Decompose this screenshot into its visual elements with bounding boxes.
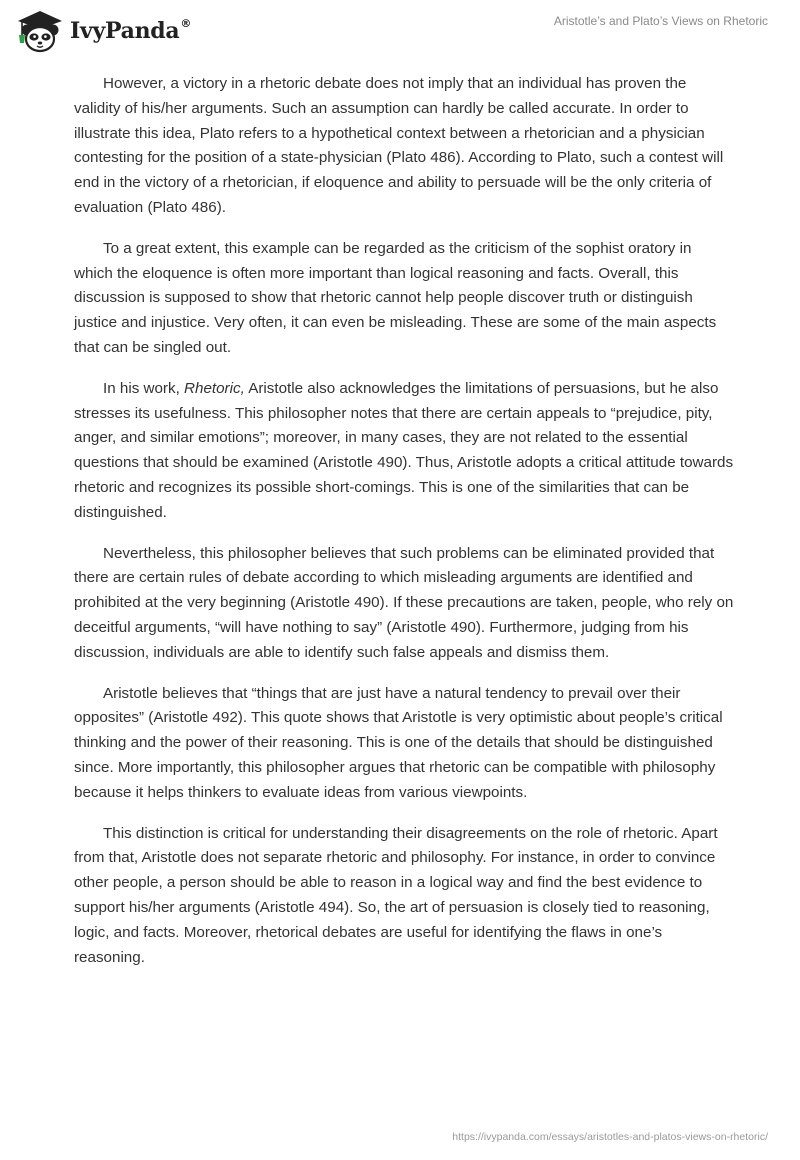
panda-graduate-icon — [12, 8, 64, 54]
essay-body — [74, 72, 734, 986]
paragraph-2: To a great extent, this example can be regarded as the criticism of the sophist oratory in which the eloquence is often more important than logical reasoning and facts. Overall, this discussion is supposed to show that rhetoric cannot help people discover truth or distinguish justice and injustice. Very often, it can even be misleading. These are some of the main aspects that can be singled out. — [74, 239, 717, 356]
document-title: Aristotle’s and Plato’s Views on Rhetoric — [553, 14, 768, 28]
page-header — [0, 0, 800, 60]
paragraph-6: This distinction is critical for understanding their disagreements on the role of rhetoric. Apart from that, Aristotle does not separate rhetoric and philosophy. For instance, in order to convince other people, a person should be able to reason in a logical way and find the best evidence to support his/her arguments (Aristotle 494). So, the art of persuasion is closely tied to reasoning, logic, and facts. Moreover, rhetorical debates are useful for identifying the flaws in one’s reasoning. — [74, 824, 718, 966]
paragraph-3-intro: In his work, — [103, 379, 185, 397]
source-url-link[interactable]: https://ivypanda.com/essays/aristotles-and-platos-views-on-rhetoric/ — [452, 1131, 768, 1143]
brand-name: IvyPanda® — [70, 17, 192, 44]
paragraph-3 — [74, 377, 734, 526]
paragraph-5: Aristotle believes that “things that are just have a natural tendency to prevail over their opposites” (Aristotle 492). This quote shows that Aristotle is very optimistic about people’s critical thinking and the power of their reasoning. This is one of the details that should be distinguished since. More importantly, this philosopher argues that rhetoric can be compatible with philosophy because it helps thinkers to evaluate ideas from various viewpoints. — [74, 684, 723, 801]
paragraph-1: However, a victory in a rhetoric debate does not imply that an individual has proven the validity of his/her arguments. Such an assumption can hardly be called accurate. In order to illustrate this idea, Plato refers to a hypothetical context between a rhetorician and a physician contesting for the position of a state-physician (Plato 486). According to Plato, such a contest will end in the victory of a rhetorician, if eloquence and ability to persuade will be the only criteria of evaluation (Plato 486). — [74, 75, 724, 216]
registered-mark: ® — [180, 17, 192, 30]
paragraph-4: Nevertheless, this philosopher believes that such problems can be eliminated provided that there are certain rules of debate according to which misleading arguments are identified and prohibited at the very beginning (Aristotle 490). If these precautions are taken, people, who rely on deceitful arguments, “will have nothing to say” (Aristotle 490). Furthermore, judging from his discussion, individuals are able to identify such false appeals and dismiss them. — [74, 544, 734, 661]
ivypanda-logo[interactable] — [12, 8, 191, 54]
work-title-rhetoric: Rhetoric, — [184, 379, 245, 397]
paragraph-3-rest: Aristotle also acknowledges the limitations of persuasions, but he also stresses its usefulness. This philosopher notes that there are certain appeals to “prejudice, pity, anger, and similar emotions”; moreover, in many cases, they are not related to the essential questions that should be examined (Aristotle 490). Thus, Aristotle adopts a critical attitude towards rhetoric and recognizes its possible short-comings. This is one of the similarities that can be distinguished. — [74, 379, 734, 521]
